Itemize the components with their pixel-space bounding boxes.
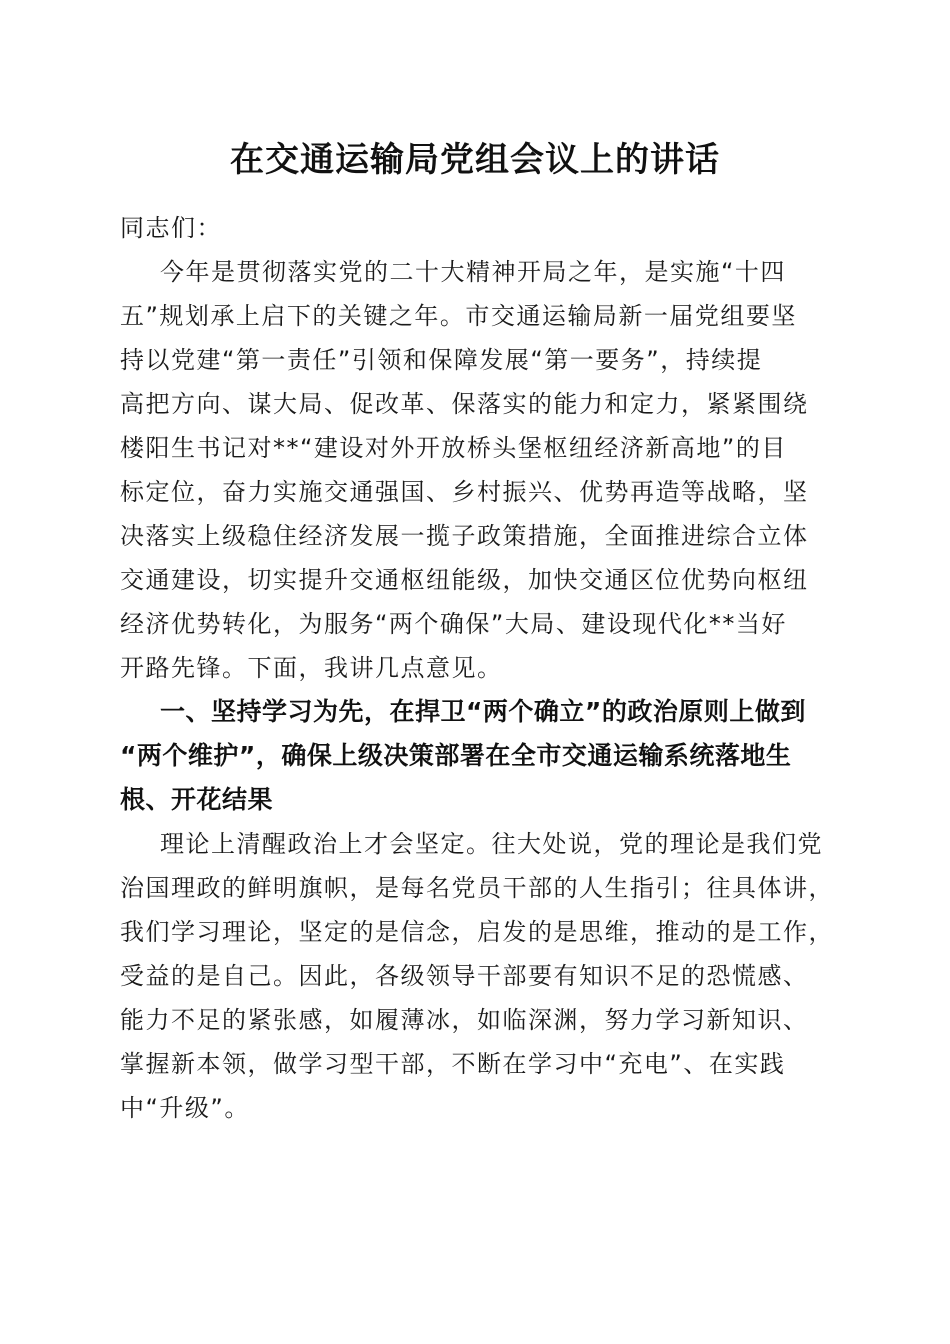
- paragraph-line: 楼阳生书记对**“建设对外开放桥头堡枢纽经济新高地”的目: [120, 434, 787, 462]
- paragraph-line: 五”规划承上启下的关键之年。市交通运输局新一届党组要坚: [120, 302, 797, 330]
- paragraph-line: 持以党建“第一责任”引领和保障发展“第一要务”，持续提: [120, 346, 763, 374]
- section-heading-1: [120, 690, 832, 822]
- document-body: [120, 206, 832, 1130]
- paragraph-line: 标定位，奋力实施交通强国、乡村振兴、优势再造等战略，坚: [120, 478, 809, 506]
- paragraph-line: 治国理政的鲜明旗帜，是每名党员干部的人生指引；往具体讲，: [120, 874, 834, 902]
- paragraph-section-1: [120, 822, 832, 1130]
- paragraph-line: 经济优势转化，为服务“两个确保”大局、建设现代化**当好: [120, 610, 787, 638]
- paragraph-line: 交通建设，切实提升交通枢纽能级，加快交通区位优势向枢纽: [120, 566, 809, 594]
- heading-line: “两个维护”，确保上级决策部署在全市交通运输系统落地生: [120, 741, 792, 770]
- paragraph-line: 中“升级”。: [120, 1094, 250, 1122]
- paragraph-line: 我们学习理论，坚定的是信念，启发的是思维，推动的是工作，: [120, 918, 834, 946]
- paragraph-line: 受益的是自己。因此，各级领导干部要有知识不足的恐慌感、: [120, 962, 809, 990]
- paragraph-line: 高把方向、谋大局、促改革、保落实的能力和定力，紧紧围绕: [120, 390, 809, 418]
- salutation: 同志们：: [120, 214, 222, 242]
- paragraph-line: 今年是贯彻落实党的二十大精神开局之年，是实施“十四: [160, 258, 786, 286]
- paragraph-line: 开路先锋。下面，我讲几点意见。: [120, 654, 503, 682]
- paragraph-line: 理论上清醒政治上才会坚定。往大处说，党的理论是我们党: [160, 830, 823, 858]
- paragraph-line: 决落实上级稳住经济发展一揽子政策措施，全面推进综合立体: [120, 522, 809, 550]
- paragraph-intro: [120, 250, 832, 690]
- heading-line: 一、坚持学习为先，在捍卫“两个确立”的政治原则上做到: [160, 697, 806, 726]
- heading-line: 根、开花结果: [120, 785, 274, 814]
- paragraph-line: 能力不足的紧张感，如履薄冰，如临深渊，努力学习新知识、: [120, 1006, 809, 1034]
- paragraph-line: 掌握新本领，做学习型干部，不断在学习中“充电”、在实践: [120, 1050, 786, 1078]
- document-title: 在交通运输局党组会议上的讲话: [230, 140, 720, 180]
